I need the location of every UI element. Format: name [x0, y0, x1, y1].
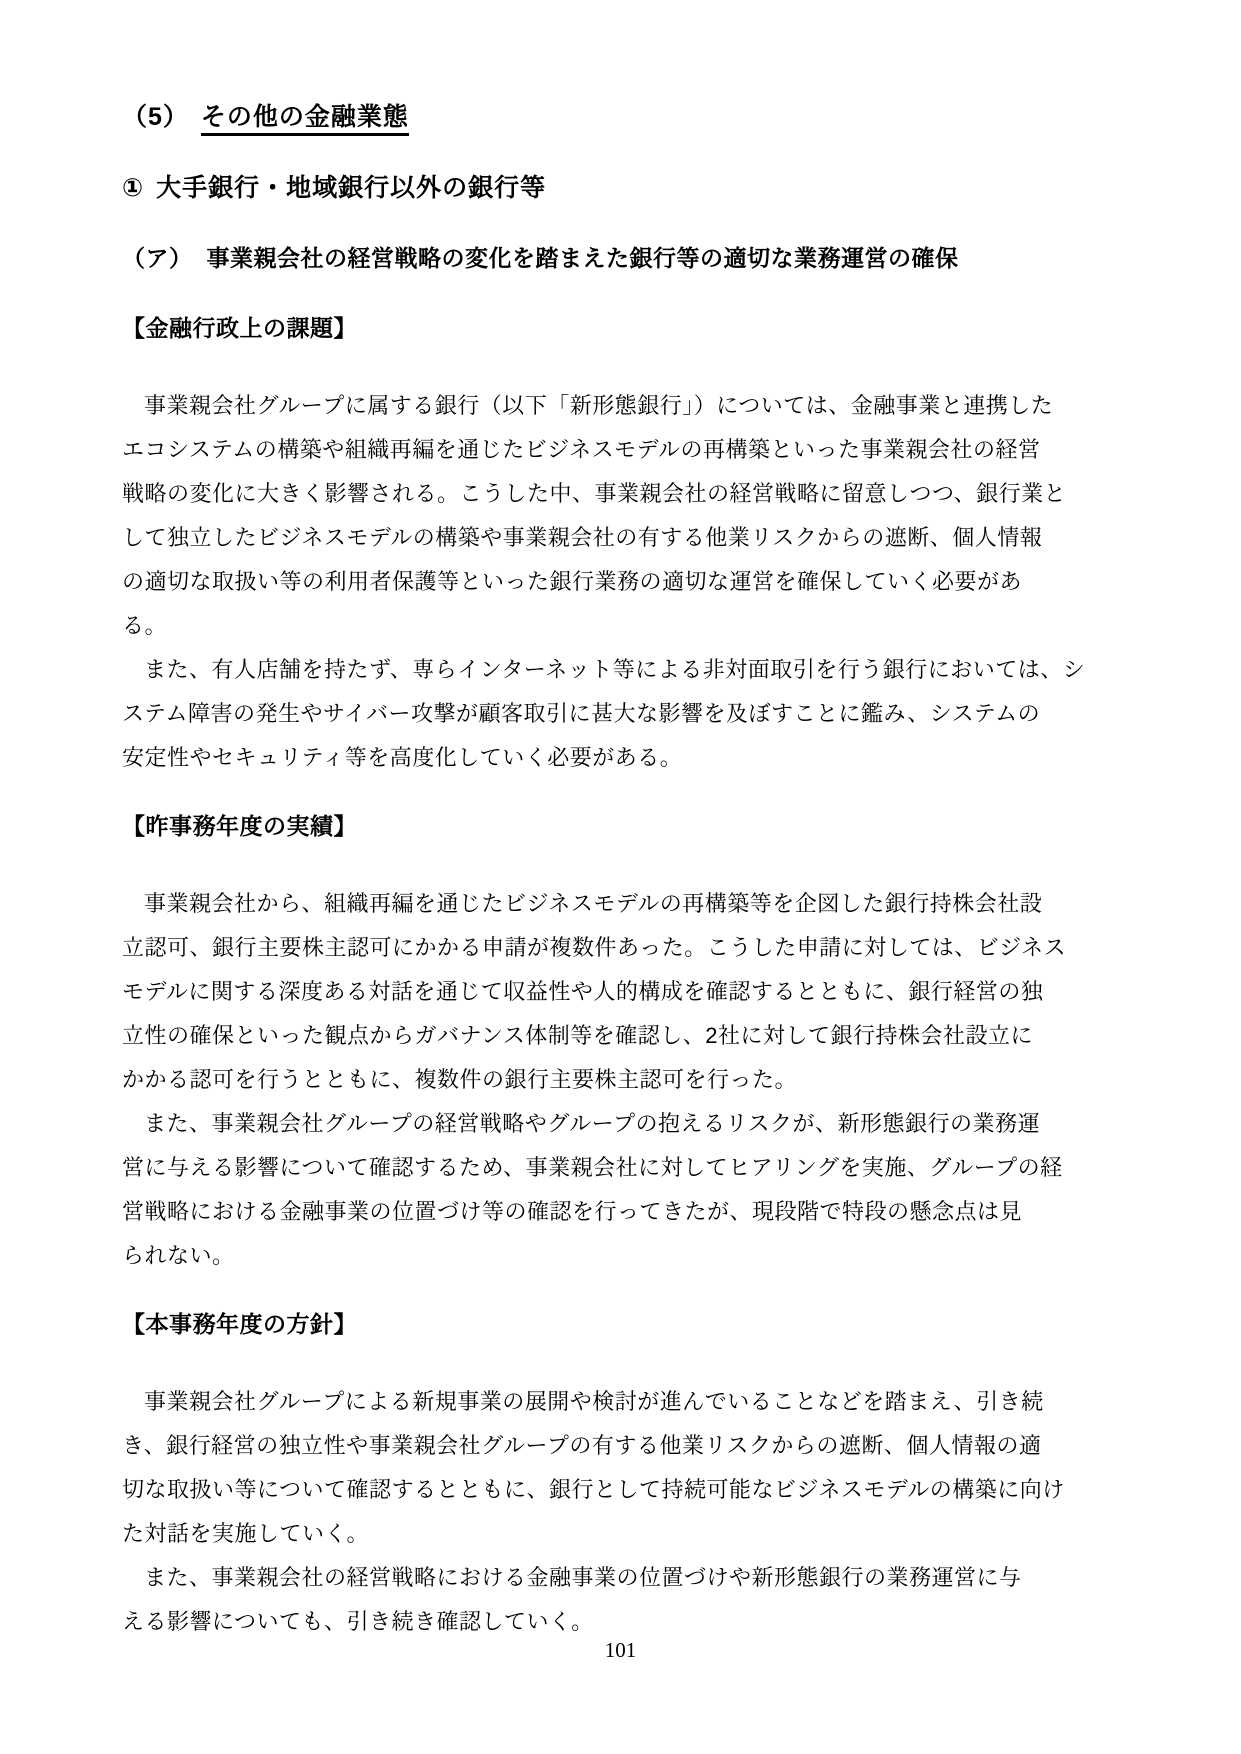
heading-text: その他の金融業態 [201, 103, 409, 136]
paragraph [122, 1556, 1122, 1644]
paragraph-line: エコシステムの構築や組織再編を通じたビジネスモデルの再構築といった事業親会社の経営 [122, 437, 1041, 462]
paragraph [122, 1102, 1122, 1278]
paragraph-line: える影響についても、引き続き確認していく。 [122, 1609, 594, 1634]
paragraph-line: 事業親会社グループによる新規事業の展開や検討が進んでいることなどを踏まえ、引き続 [144, 1389, 1044, 1414]
subsection-heading [122, 242, 1122, 274]
paragraph-line: 立性の確保といった観点からガバナンス体制等を確認し、2社に対して銀行持株会社設立に [122, 1023, 1033, 1048]
paragraph-line: 事業親会社グループに属する銀行（以下「新形態銀行」）については、金融事業と連携した [144, 393, 1054, 418]
paragraph-line: 戦略の変化に大きく影響される。こうした中、事業親会社の経営戦略に留意しつつ、銀行業と [122, 481, 1067, 506]
paragraph-line: た対話を実施していく。 [122, 1521, 370, 1546]
paragraph-line: き、銀行経営の独立性や事業親会社グループの有する他業リスクからの遮断、個人情報の適 [122, 1433, 1042, 1458]
bracket-heading: 【本事務年度の方針】 [122, 1311, 357, 1337]
heading-text: 大手銀行・地域銀行以外の銀行等 [156, 174, 547, 202]
paragraph [122, 648, 1122, 780]
heading-number: （ア） [122, 245, 193, 271]
paragraph [122, 384, 1122, 648]
paragraph-line: 安定性やセキュリティ等を高度化していく必要がある。 [122, 745, 683, 770]
paragraph-line: かかる認可を行うとともに、複数件の銀行主要株主認可を行った。 [122, 1067, 798, 1092]
section-heading [122, 100, 1122, 134]
paragraph-line: して独立したビジネスモデルの構築や事業親会社の有する他業リスクからの遮断、個人情報 [122, 525, 1043, 550]
heading-number: ① [122, 174, 145, 202]
document-body [122, 100, 1122, 1644]
paragraph [122, 1380, 1122, 1556]
heading-number: （5） [122, 103, 189, 131]
paragraph-line: また、有人店舗を持たず、専らインターネット等による非対面取引を行う銀行においては、シ [144, 657, 1086, 682]
paragraph-line: る。 [122, 613, 168, 638]
paragraph-line: 立認可、銀行主要株主認可にかかる申請が複数件あった。こうした申請に対しては、ビジネス [122, 935, 1067, 960]
paragraph-line: の適切な取扱い等の利用者保護等といった銀行業務の適切な運営を確保していく必要があ [122, 569, 1023, 594]
bracket-heading: 【昨事務年度の実績】 [122, 813, 357, 839]
page-number: 101 [604, 1638, 637, 1662]
paragraph-line: ステム障害の発生やサイバー攻撃が顧客取引に甚大な影響を及ぼすことに鑑み、システムの [122, 701, 1041, 726]
paragraph-line: モデルに関する深度ある対話を通じて収益性や人的構成を確認するとともに、銀行経営の独 [122, 979, 1044, 1004]
paragraph-line: 営戦略における金融事業の位置づけ等の確認を行ってきたが、現段階で特段の懸念点は見 [122, 1199, 1023, 1224]
paragraph-line: られない。 [122, 1243, 235, 1268]
paragraph-line: 切な取扱い等について確認するとともに、銀行として持続可能なビジネスモデルの構築に向け [122, 1477, 1065, 1502]
paragraph-line: 事業親会社から、組織再編を通じたビジネスモデルの再構築等を企図した銀行持株会社設 [144, 891, 1043, 916]
paragraph-line: また、事業親会社グループの経営戦略やグループの抱えるリスクが、新形態銀行の業務運 [144, 1111, 1041, 1136]
paragraph-line: また、事業親会社の経営戦略における金融事業の位置づけや新形態銀行の業務運営に与 [144, 1565, 1022, 1590]
paragraph [122, 882, 1122, 1102]
section-heading [122, 171, 1122, 205]
paragraph-line: 営に与える影響について確認するため、事業親会社に対してヒアリングを実施、グループの経 [122, 1155, 1063, 1180]
heading-text: 事業親会社の経営戦略の変化を踏まえた銀行等の適切な業務運営の確保 [206, 245, 959, 271]
bracket-heading: 【金融行政上の課題】 [122, 315, 357, 341]
